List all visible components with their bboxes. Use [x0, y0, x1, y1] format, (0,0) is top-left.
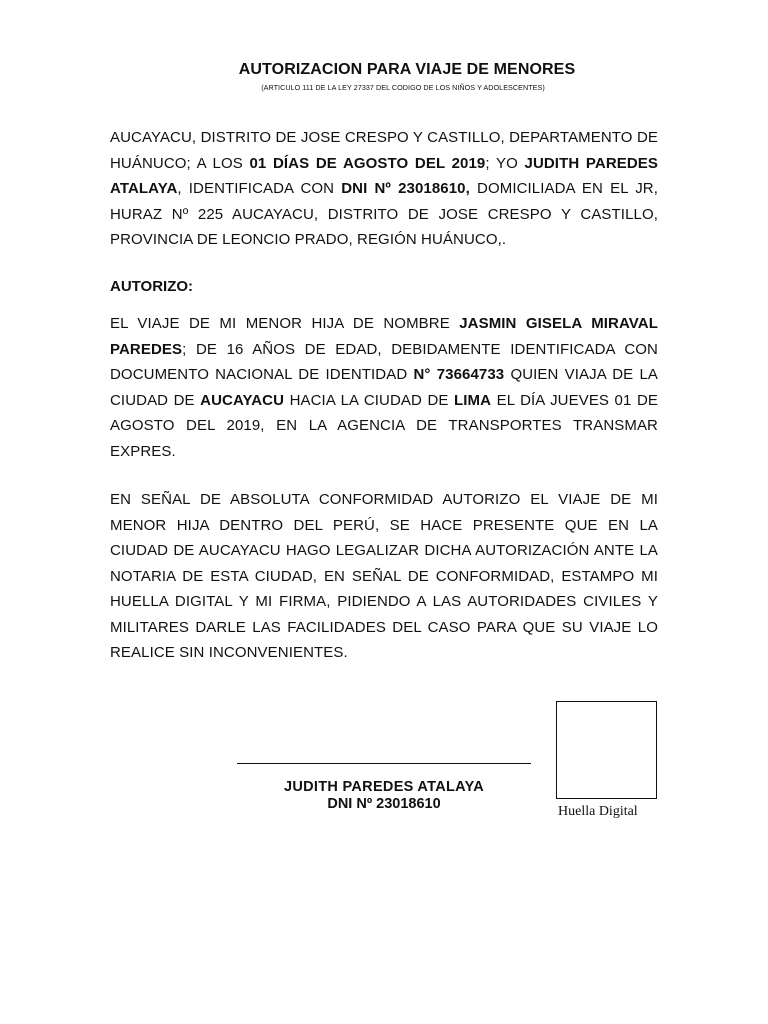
travel-text-5: EL DÍA JUEVES 01 DE AGOSTO DEL 2019, EN LA AGENCIA DE TRANSPORTES TRANSMAR EXPRES.: [110, 391, 658, 460]
travel-text-2: ; DE 16 AÑOS DE EDAD, DEBIDAMENTE IDENTIFICADA CON DOCUMENTO NACIONAL DE IDENTIDAD: [110, 340, 658, 383]
minor-name: JASMIN GISELA MIRAVAL PAREDES: [110, 315, 658, 358]
fingerprint-box: [556, 701, 657, 799]
intro-date: 01 DÍAS DE AGOSTO DEL 2019: [249, 154, 486, 172]
intro-text-4: DOMICILIADA EN EL JR, HURAZ Nº 225 AUCAYACU, DISTRITO DE JOSE CRESPO Y CASTILLO, PROVINCIA DE LEONCIO PRADO, REGIÓN HUÁNUCO,.: [110, 180, 659, 248]
travel-text-1: EL VIAJE DE MI MENOR HIJA DE NOMBRE: [110, 315, 460, 332]
travel-text-3: QUIEN VIAJA DE LA CIUDAD DE: [110, 366, 658, 409]
intro-text-3: , IDENTIFICADA CON: [177, 180, 342, 197]
destination-city: LIMA: [454, 391, 492, 409]
intro-name: JUDITH PAREDES ATALAYA: [110, 154, 659, 197]
document-title: AUTORIZACION PARA VIAJE DE MENORES: [238, 61, 576, 78]
intro-dni: DNI Nº 23018610,: [341, 180, 470, 197]
conformity-paragraph: EN SEÑAL DE ABSOLUTA CONFORMIDAD AUTORIZO EL VIAJE DE MI MENOR HIJA DENTRO DEL PERÚ, SE HACE PRESENTE QUE EN LA CIUDAD DE AUCAYACU HAGO LEGALIZAR DICHA AUTORIZACIÓN ANTE LA NOTARIA DE ESTA CIUDAD, EN SEÑAL DE CONFORMIDAD, ESTAMPO MI HUELLA DIGITAL Y MI FIRMA, PIDIENDO A LAS AUTORIDADES CIVILES Y MILITARES DARLE LAS FACILIDADES DEL CASO PARA QUE SU VIAJE LO REALICE SIN INCONVENIENTES.: [110, 491, 658, 661]
autorizo-heading: AUTORIZO:: [110, 278, 194, 295]
document-subtitle: (ARTICULO 111 DE LA LEY 27337 DEL CODIGO DE LOS NIÑOS Y ADOLESCENTES): [261, 83, 545, 92]
signature-line: [237, 763, 531, 764]
origin-city: AUCAYACU: [200, 391, 285, 409]
intro-text-1: AUCAYACU, DISTRITO DE JOSE CRESPO Y CASTILLO, DEPARTAMENTO DE HUÁNUCO; A LOS: [110, 129, 658, 172]
fingerprint-label: Huella Digital: [558, 804, 638, 819]
signature-dni: DNI Nº 23018610: [327, 796, 441, 812]
intro-text-2: ; YO: [485, 154, 525, 172]
signature-name: JUDITH PAREDES ATALAYA: [284, 779, 484, 795]
travel-text-4: HACIA LA CIUDAD DE: [284, 391, 455, 409]
travel-paragraph: [110, 311, 658, 464]
intro-paragraph: [110, 125, 658, 253]
minor-dni: N° 73664733: [413, 366, 505, 383]
